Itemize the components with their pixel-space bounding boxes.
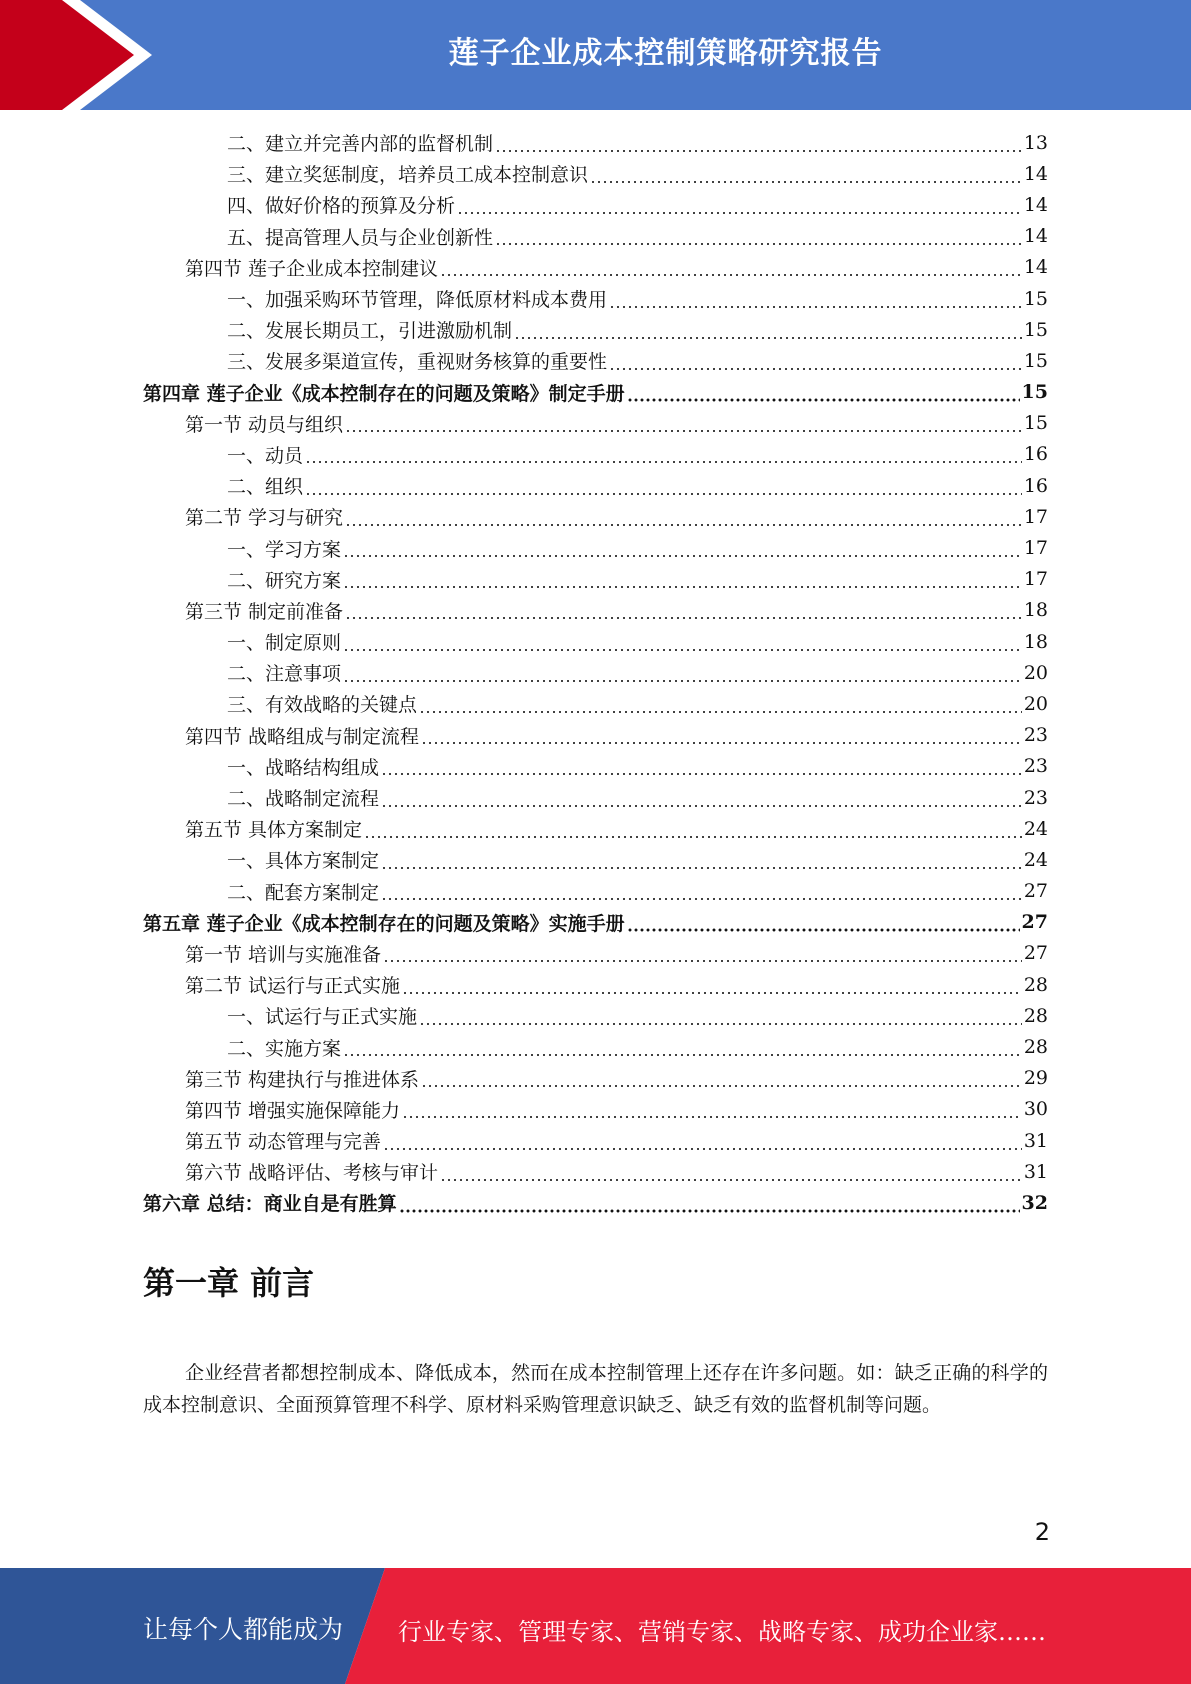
toc-dot-leader (345, 413, 1022, 433)
toc-entry[interactable] (143, 813, 1048, 844)
toc-dot-leader (419, 694, 1022, 714)
toc-dot-leader (383, 1131, 1022, 1151)
toc-entry-title: 二、实施方案 (227, 1037, 342, 1060)
toc-entry[interactable] (143, 408, 1048, 439)
toc-entry-title: 三、有效战略的关键点 (227, 694, 418, 717)
toc-entry[interactable] (143, 1031, 1048, 1062)
toc-entry-title: 第四章 莲子企业《成本控制存在的问题及策略》制定手册 (143, 382, 625, 405)
header-title: 莲子企业成本控制策略研究报告 (448, 36, 883, 71)
toc-entry-page: 18 (1023, 630, 1048, 653)
toc-entry-page: 30 (1023, 1098, 1048, 1121)
toc-entry[interactable] (143, 751, 1048, 782)
toc-entry-title: 第四节 莲子企业成本控制建议 (185, 257, 439, 280)
toc-entry-title: 第六节 战略评估、考核与审计 (185, 1162, 439, 1185)
toc-entry-page: 29 (1023, 1067, 1048, 1090)
toc-dot-leader (383, 943, 1022, 963)
toc-entry-title: 一、动员 (227, 444, 304, 467)
table-of-contents (143, 127, 1048, 1219)
toc-entry-title: 二、组织 (227, 476, 304, 499)
toc-entry-title: 第四节 战略组成与制定流程 (185, 725, 420, 748)
toc-dot-leader (627, 382, 1020, 402)
toc-entry-title: 第一节 培训与实施准备 (185, 943, 382, 966)
toc-entry[interactable] (143, 1063, 1048, 1094)
toc-dot-leader (381, 850, 1022, 870)
toc-entry[interactable] (143, 1187, 1048, 1218)
toc-entry[interactable] (143, 221, 1048, 252)
toc-entry[interactable] (143, 938, 1048, 969)
toc-entry-title: 一、战略结构组成 (227, 756, 380, 779)
toc-entry[interactable] (143, 439, 1048, 470)
toc-entry[interactable] (143, 283, 1048, 314)
footer-right-text: 行业专家、管理专家、营销专家、战略专家、成功企业家…… (398, 1618, 1046, 1646)
toc-entry-title: 第六章 总结：商业自是有胜算 (143, 1193, 397, 1216)
toc-entry-page: 17 (1023, 537, 1048, 560)
toc-dot-leader (381, 881, 1022, 901)
toc-entry[interactable] (143, 969, 1048, 1000)
toc-entry-page: 28 (1023, 1036, 1048, 1059)
toc-entry-page: 15 (1023, 287, 1048, 310)
toc-entry[interactable] (143, 595, 1048, 626)
toc-dot-leader (590, 164, 1022, 184)
toc-dot-leader (343, 1037, 1022, 1057)
toc-dot-leader (399, 1193, 1020, 1213)
toc-entry[interactable] (143, 532, 1048, 563)
toc-entry[interactable] (143, 782, 1048, 813)
toc-entry-page: 23 (1023, 755, 1048, 778)
toc-entry-title: 二、建立并完善内部的监督机制 (227, 133, 494, 156)
toc-entry-page: 20 (1023, 692, 1048, 715)
toc-entry-page: 14 (1023, 162, 1048, 185)
toc-entry-title: 二、配套方案制定 (227, 881, 380, 904)
toc-entry-page: 27 (1021, 911, 1048, 934)
toc-entry-title: 第一节 动员与组织 (185, 413, 344, 436)
toc-dot-leader (343, 632, 1022, 652)
toc-entry[interactable] (143, 470, 1048, 501)
toc-entry[interactable] (143, 314, 1048, 345)
toc-entry[interactable] (143, 252, 1048, 283)
toc-entry-page: 16 (1023, 443, 1048, 466)
toc-entry-title: 三、发展多渠道宣传，重视财务核算的重要性 (227, 351, 608, 374)
toc-entry[interactable] (143, 1156, 1048, 1187)
toc-entry-page: 23 (1023, 786, 1048, 809)
toc-dot-leader (514, 320, 1022, 340)
toc-entry-page: 15 (1023, 349, 1048, 372)
toc-entry[interactable] (143, 377, 1048, 408)
toc-entry-title: 第五章 莲子企业《成本控制存在的问题及策略》实施手册 (143, 912, 625, 935)
toc-entry-title: 一、加强采购环节管理，降低原材料成本费用 (227, 289, 608, 312)
toc-entry[interactable] (143, 1125, 1048, 1156)
toc-entry-title: 第二节 试运行与正式实施 (185, 975, 401, 998)
toc-entry-title: 第三节 制定前准备 (185, 600, 344, 623)
toc-dot-leader (343, 663, 1022, 683)
toc-dot-leader (627, 912, 1020, 932)
toc-entry[interactable] (143, 564, 1048, 595)
toc-dot-leader (495, 133, 1022, 153)
toc-entry-page: 28 (1023, 1004, 1048, 1027)
toc-entry-page: 24 (1023, 848, 1048, 871)
page-footer (0, 1568, 1191, 1684)
toc-entry-page: 27 (1023, 942, 1048, 965)
toc-dot-leader (305, 444, 1022, 464)
toc-dot-leader (343, 538, 1022, 558)
toc-dot-leader (421, 1068, 1022, 1088)
toc-entry-page: 14 (1023, 225, 1048, 248)
toc-entry-page: 32 (1021, 1191, 1048, 1214)
toc-entry[interactable] (143, 876, 1048, 907)
toc-dot-leader (343, 569, 1022, 589)
toc-dot-leader (609, 351, 1022, 371)
toc-entry-title: 一、试运行与正式实施 (227, 1006, 418, 1029)
toc-entry-title: 二、研究方案 (227, 569, 342, 592)
page-number: 2 (1034, 1518, 1050, 1546)
toc-dot-leader (402, 1099, 1022, 1119)
toc-entry[interactable] (143, 127, 1048, 158)
toc-dot-leader (364, 819, 1022, 839)
toc-entry-title: 一、制定原则 (227, 632, 342, 655)
toc-entry-page: 17 (1023, 505, 1048, 528)
toc-dot-leader (495, 226, 1022, 246)
toc-entry-title: 一、学习方案 (227, 538, 342, 561)
toc-entry[interactable] (143, 1000, 1048, 1031)
toc-entry-page: 13 (1023, 131, 1048, 154)
toc-dot-leader (345, 600, 1022, 620)
toc-entry-title: 第三节 构建执行与推进体系 (185, 1068, 420, 1091)
page-header (0, 0, 1191, 110)
toc-entry[interactable] (143, 688, 1048, 719)
toc-dot-leader (305, 476, 1022, 496)
toc-entry-title: 第二节 学习与研究 (185, 507, 344, 530)
toc-entry-page: 15 (1023, 318, 1048, 341)
toc-entry[interactable] (143, 1094, 1048, 1125)
toc-entry[interactable] (143, 844, 1048, 875)
toc-entry-page: 15 (1023, 412, 1048, 435)
toc-entry-title: 三、建立奖惩制度，培养员工成本控制意识 (227, 164, 589, 187)
toc-dot-leader (457, 195, 1022, 215)
toc-entry-title: 二、发展长期员工，引进激励机制 (227, 320, 513, 343)
toc-entry-title: 第四节 增强实施保障能力 (185, 1099, 401, 1122)
toc-entry-page: 23 (1023, 724, 1048, 747)
toc-dot-leader (609, 289, 1022, 309)
toc-entry-page: 14 (1023, 256, 1048, 279)
toc-entry-title: 第五节 动态管理与完善 (185, 1131, 382, 1154)
toc-entry-page: 16 (1023, 474, 1048, 497)
toc-entry-title: 一、具体方案制定 (227, 850, 380, 873)
chapter-title: 第一章 前言 (143, 1264, 315, 1302)
toc-entry-page: 28 (1023, 973, 1048, 996)
toc-entry-title: 二、战略制定流程 (227, 788, 380, 811)
toc-entry[interactable] (143, 158, 1048, 189)
toc-entry-page: 15 (1021, 381, 1048, 404)
toc-entry[interactable] (143, 907, 1048, 938)
toc-dot-leader (440, 1162, 1022, 1182)
toc-entry[interactable] (143, 720, 1048, 751)
footer-left-text: 让每个人都能成为 (143, 1615, 344, 1644)
toc-entry-page: 27 (1023, 880, 1048, 903)
toc-entry-page: 20 (1023, 661, 1048, 684)
toc-dot-leader (419, 1006, 1022, 1026)
toc-entry[interactable] (143, 626, 1048, 657)
toc-dot-leader (381, 756, 1022, 776)
toc-dot-leader (440, 257, 1022, 277)
toc-entry-page: 18 (1023, 599, 1048, 622)
toc-entry-page: 31 (1023, 1129, 1048, 1152)
toc-entry-title: 第五节 具体方案制定 (185, 819, 363, 842)
toc-dot-leader (421, 725, 1022, 745)
toc-entry-page: 17 (1023, 568, 1048, 591)
toc-dot-leader (381, 788, 1022, 808)
toc-entry-page: 31 (1023, 1160, 1048, 1183)
toc-entry-title: 二、注意事项 (227, 663, 342, 686)
body-paragraph: 企业经营者都想控制成本、降低成本，然而在成本控制管理上还存在许多问题。如：缺乏正确的科学的成本控制意识、全面预算管理不科学、原材料采购管理意识缺乏、缺乏有效的监督机制等问题。 (143, 1362, 1048, 1416)
toc-entry-title: 五、提高管理人员与企业创新性 (227, 226, 494, 249)
toc-entry[interactable] (143, 501, 1048, 532)
toc-entry[interactable] (143, 657, 1048, 688)
toc-entry[interactable] (143, 345, 1048, 376)
toc-entry-page: 24 (1023, 817, 1048, 840)
toc-dot-leader (402, 975, 1022, 995)
toc-dot-leader (345, 507, 1022, 527)
toc-entry-title: 四、做好价格的预算及分析 (227, 195, 456, 218)
toc-entry[interactable] (143, 189, 1048, 220)
toc-entry-page: 14 (1023, 193, 1048, 216)
